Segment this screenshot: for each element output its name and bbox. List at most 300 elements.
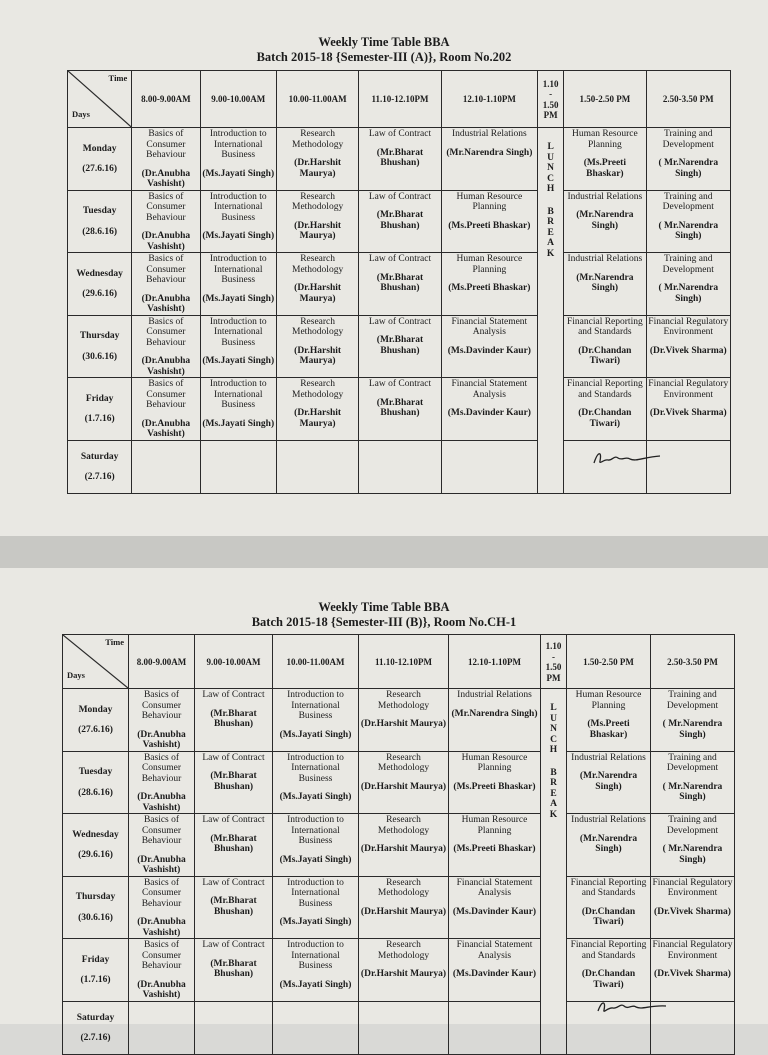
teacher-name: ( Mr.Narendra Singh) [658, 220, 719, 241]
teacher-name: ( Mr.Narendra Singh) [662, 781, 723, 802]
class-cell [195, 751, 273, 814]
lunch-break-letter: N [550, 724, 557, 734]
corner-header [63, 635, 129, 689]
class-cell [449, 751, 541, 814]
teacher-name: (Mr.Bharat Bhushan) [210, 896, 257, 917]
teacher-name: (Dr.Chandan Tiwari) [581, 906, 636, 927]
doc-title: Weekly Time Table BBA [318, 35, 450, 49]
batch-subtitle: Batch 2015-18 {Semester-III (B)}, Room No.CH-1 [251, 615, 517, 629]
teacher-name: (Ms.Jayati Singh) [202, 293, 275, 304]
course-name: Introduction to International Business [209, 379, 267, 410]
teacher-name: (Mr.Bharat Bhushan) [376, 397, 424, 418]
lunch-break-letter: L [547, 142, 554, 152]
teacher-name: ( Mr.Narendra Singh) [662, 719, 723, 740]
course-name: Training and Development [666, 815, 719, 836]
lunch-time-part: 1.50 [545, 662, 562, 672]
class-cell [449, 689, 541, 752]
class-cell [129, 1001, 195, 1054]
teacher-name: (Ms.Preeti Bhaskar) [448, 283, 531, 293]
teacher-name: (Mr.Narendra Singh) [579, 833, 638, 854]
course-name: Training and Development [662, 254, 714, 275]
day-name: Wednesday [72, 829, 119, 840]
course-name: Financial Statement Analysis [456, 877, 533, 898]
class-cell [449, 876, 541, 939]
class-cell [195, 939, 273, 1002]
class-cell [273, 814, 359, 877]
lunch-time-part: PM [546, 672, 561, 683]
teacher-name: (Ms.Jayati Singh) [279, 854, 352, 865]
course-name: Basics of Consumer Behaviour [146, 379, 186, 410]
day-date: (2.7.16) [84, 472, 115, 482]
course-name: Basics of Consumer Behaviour [141, 815, 182, 846]
class-cell [129, 876, 195, 939]
course-name: Basics of Consumer Behaviour [141, 877, 182, 909]
class-cell [359, 751, 449, 814]
time-label: Time [108, 73, 128, 83]
course-name: Research Methodology [292, 129, 344, 150]
lunch-break-letter: B [550, 767, 557, 778]
course-name: Law of Contract [368, 379, 432, 389]
teacher-name: (Ms.Jayati Singh) [279, 979, 352, 990]
teacher-name: (Dr.Vivek Sharma) [654, 906, 731, 917]
teacher-name: (Mr.Narendra Singh) [576, 210, 634, 231]
course-name: Introduction to International Business [287, 877, 344, 909]
lunch-break-letter: C [547, 173, 555, 184]
teacher-name: (Dr.Anubha Vashisht) [141, 293, 191, 314]
class-cell [646, 378, 730, 441]
day-cell [68, 190, 132, 253]
course-name: Financial Regulatory Environment [652, 877, 733, 898]
course-name: Introduction to International Business [287, 815, 344, 846]
class-cell [567, 689, 651, 752]
lunch-break-letter: H [549, 745, 558, 755]
teacher-name: (Dr.Anubha Vashisht) [137, 729, 186, 750]
day-cell [63, 814, 129, 877]
class-cell [449, 814, 541, 877]
lunch-break-letter: U [547, 152, 555, 163]
class-cell [359, 1001, 449, 1054]
class-cell [200, 253, 276, 316]
teacher-name: (Dr.Chandan Tiwari) [578, 345, 632, 366]
day-name: Monday [78, 704, 113, 715]
course-name: Law of Contract [202, 752, 265, 763]
doc-title: Weekly Time Table BBA [318, 600, 450, 614]
course-name: Introduction to International Business [209, 129, 267, 160]
course-name: Law of Contract [368, 129, 432, 139]
teacher-name: (Mr.Bharat Bhushan) [210, 708, 257, 729]
teacher-name: (Dr.Chandan Tiwari) [578, 408, 632, 429]
class-cell [567, 751, 651, 814]
course-name: Training and Development [662, 191, 714, 212]
day-name: Thursday [79, 331, 120, 342]
slot-header: 10.00-11.00AM [273, 635, 359, 689]
course-name: Research Methodology [292, 191, 344, 212]
day-date: (30.6.16) [82, 351, 118, 362]
day-date: (1.7.16) [84, 414, 115, 425]
class-cell [276, 128, 358, 191]
teacher-name: (Mr.Narendra Singh) [446, 147, 533, 158]
course-name: Law of Contract [202, 690, 265, 700]
class-cell [449, 939, 541, 1002]
lunch-time-part: - [549, 89, 553, 99]
course-name: Industrial Relations [571, 752, 646, 763]
class-cell [359, 378, 441, 441]
lunch-break-letter: A [547, 238, 555, 248]
course-name: Introduction to International Business [209, 191, 267, 223]
day-cell [63, 876, 129, 939]
teacher-name: (Dr.Vivek Sharma) [649, 408, 727, 418]
class-cell [651, 939, 735, 1002]
teacher-name: (Mr.Narendra Singh) [451, 708, 538, 719]
course-name: Basics of Consumer Behaviour [146, 254, 186, 285]
class-cell [564, 190, 646, 253]
class-cell [132, 253, 200, 316]
course-name: Training and Development [666, 752, 719, 773]
day-cell [63, 689, 129, 752]
class-cell [567, 939, 651, 1002]
class-cell [132, 315, 200, 378]
class-cell [273, 751, 359, 814]
day-name: Friday [81, 954, 110, 965]
teacher-name: (Mr.Bharat Bhushan) [376, 147, 424, 168]
course-name: Financial Regulatory Environment [648, 316, 729, 337]
teacher-name: (Ms.Jayati Singh) [202, 418, 275, 429]
lunch-time-part: 1.10 [542, 78, 559, 89]
class-cell [273, 876, 359, 939]
lunch-break-letter: L [550, 703, 557, 713]
slot-header: 1.50-2.50 PM [567, 635, 651, 689]
day-name: Saturday [80, 451, 119, 462]
lunch-break-letter [542, 756, 565, 768]
slot-header: 10.00-11.00AM [276, 71, 358, 128]
class-cell [651, 751, 735, 814]
teacher-name: (Mr.Bharat Bhushan) [210, 958, 257, 979]
day-date: (27.6.16) [78, 725, 113, 736]
course-name: Law of Contract [202, 815, 265, 825]
day-cell [68, 253, 132, 316]
teacher-name: (Ms.Preeti Bhaskar) [453, 781, 536, 792]
class-cell [359, 689, 449, 752]
teacher-name: (Dr.Anubha Vashisht) [141, 231, 191, 252]
days-label: Days [67, 669, 85, 680]
teacher-name: (Dr.Harshit Maurya) [360, 781, 447, 792]
teacher-name: (Dr.Harshit Maurya) [294, 283, 342, 304]
class-cell [567, 876, 651, 939]
teacher-name: (Ms.Jayati Singh) [202, 168, 275, 179]
teacher-name: (Ms.Jayati Singh) [202, 356, 275, 366]
class-cell [195, 814, 273, 877]
teacher-name: (Dr.Anubha Vashisht) [137, 792, 186, 813]
lunch-break-letter: E [550, 788, 557, 799]
teacher-name: (Dr.Anubha Vashisht) [141, 418, 191, 439]
course-name: Introduction to International Business [287, 752, 344, 784]
teacher-name: (Dr.Harshit Maurya) [294, 408, 342, 429]
teacher-name: (Mr.Narendra Singh) [579, 771, 638, 792]
day-date: (28.6.16) [82, 226, 118, 237]
class-cell [129, 689, 195, 752]
teacher-name: (Dr.Harshit Maurya) [294, 158, 342, 179]
lunch-time-header [541, 635, 567, 689]
class-cell [200, 190, 276, 253]
teacher-name: (Ms.Davinder Kaur) [452, 969, 537, 979]
day-name: Tuesday [82, 206, 117, 217]
course-name: Training and Development [662, 129, 714, 150]
teacher-name: (Mr.Bharat Bhushan) [210, 833, 257, 854]
teacher-name: (Mr.Bharat Bhushan) [210, 771, 257, 792]
class-cell [564, 378, 646, 441]
teacher-name: (Ms.Preeti Bhaskar) [583, 158, 626, 179]
course-name: Basics of Consumer Behaviour [141, 940, 182, 971]
class-cell [441, 253, 537, 316]
teacher-name: (Dr.Vivek Sharma) [649, 345, 727, 356]
course-name: Basics of Consumer Behaviour [141, 690, 182, 721]
course-name: Research Methodology [377, 815, 430, 836]
lunch-time-part: 1.50 [542, 99, 559, 110]
slot-header: 12.10-1.10PM [449, 635, 541, 689]
day-cell [63, 939, 129, 1002]
class-cell [359, 128, 441, 191]
slot-header: 12.10-1.10PM [441, 71, 537, 128]
teacher-name: (Ms.Preeti Bhaskar) [448, 220, 531, 231]
lunch-break-column [538, 128, 564, 494]
class-cell [441, 128, 537, 191]
course-name: Research Methodology [377, 940, 430, 961]
course-name: Introduction to International Business [209, 254, 267, 285]
day-date: (27.6.16) [82, 164, 118, 175]
course-name: Financial Reporting and Standards [566, 316, 643, 337]
day-name: Monday [82, 143, 117, 154]
teacher-name: (Dr.Harshit Maurya) [360, 906, 447, 917]
class-cell [276, 253, 358, 316]
course-name: Human Resource Planning [575, 690, 642, 711]
course-name: Financial Regulatory Environment [648, 379, 729, 400]
teacher-name: (Dr.Harshit Maurya) [360, 969, 447, 979]
class-cell [200, 128, 276, 191]
slot-header: 2.50-3.50 PM [646, 71, 730, 128]
teacher-name: (Ms.Preeti Bhaskar) [587, 719, 630, 740]
day-name: Tuesday [78, 767, 113, 778]
class-cell [132, 190, 200, 253]
lunch-break-letter: E [547, 227, 554, 238]
teacher-name: (Dr.Chandan Tiwari) [581, 969, 636, 990]
slot-header: 8.00-9.00AM [132, 71, 200, 128]
class-cell [359, 939, 449, 1002]
class-cell [359, 190, 441, 253]
teacher-name: (Ms.Jayati Singh) [202, 231, 275, 241]
day-date: (28.6.16) [78, 787, 113, 798]
class-cell [564, 253, 646, 316]
day-cell [68, 128, 132, 191]
class-cell [359, 876, 449, 939]
teacher-name: (Ms.Jayati Singh) [279, 792, 352, 802]
class-cell [200, 315, 276, 378]
day-date: (29.6.16) [78, 850, 113, 861]
class-cell [276, 378, 358, 441]
lunch-break-letter: H [546, 184, 555, 194]
course-name: Financial Statement Analysis [451, 316, 528, 337]
course-name: Human Resource Planning [456, 254, 523, 275]
class-cell [273, 689, 359, 752]
course-name: Introduction to International Business [287, 690, 344, 721]
class-cell [359, 253, 441, 316]
course-name: Industrial Relations [457, 690, 532, 700]
class-cell [646, 315, 730, 378]
course-name: Human Resource Planning [461, 815, 528, 836]
day-cell [63, 751, 129, 814]
class-cell [567, 814, 651, 877]
course-name: Human Resource Planning [461, 752, 528, 773]
course-name: Research Methodology [377, 690, 430, 711]
class-cell [449, 1001, 541, 1054]
day-name: Saturday [76, 1012, 115, 1023]
class-cell [359, 315, 441, 378]
class-cell [132, 128, 200, 191]
class-cell [276, 190, 358, 253]
class-cell [359, 440, 441, 493]
lunch-break-letter: C [550, 734, 557, 745]
course-name: Research Methodology [292, 254, 344, 275]
course-name: Financial Reporting and Standards [566, 379, 643, 400]
course-name: Financial Statement Analysis [456, 940, 533, 961]
course-name: Law of Contract [368, 254, 432, 264]
lunch-break-letter: R [550, 778, 557, 788]
teacher-name: (Mr.Bharat Bhushan) [376, 272, 424, 293]
course-name: Law of Contract [368, 191, 432, 202]
teacher-name: (Ms.Davinder Kaur) [452, 906, 537, 917]
course-name: Industrial Relations [571, 815, 646, 825]
course-name: Financial Reporting and Standards [570, 877, 647, 898]
day-name: Friday [85, 393, 114, 404]
course-name: Basics of Consumer Behaviour [141, 752, 182, 784]
teacher-name: (Dr.Anubha Vashisht) [141, 168, 191, 189]
day-cell [68, 378, 132, 441]
lunch-break-letter: K [546, 248, 555, 259]
days-label: Days [72, 108, 90, 119]
course-name: Basics of Consumer Behaviour [146, 316, 186, 348]
lunch-break-letter: B [547, 206, 554, 217]
teacher-name: (Dr.Anubha Vashisht) [137, 917, 186, 938]
teacher-name: ( Mr.Narendra Singh) [658, 283, 719, 304]
course-name: Financial Reporting and Standards [570, 940, 647, 961]
slot-header: 8.00-9.00AM [129, 635, 195, 689]
course-name: Financial Regulatory Environment [652, 940, 733, 961]
class-cell [195, 876, 273, 939]
teacher-name: (Ms.Jayati Singh) [279, 917, 352, 927]
lunch-time-part: 1.10 [545, 641, 562, 651]
corner-header [68, 71, 132, 128]
day-cell [68, 315, 132, 378]
course-name: Introduction to International Business [287, 940, 344, 971]
class-cell [441, 315, 537, 378]
class-cell [564, 315, 646, 378]
signature [592, 996, 672, 1018]
class-cell [646, 190, 730, 253]
teacher-name: (Dr.Anubha Vashisht) [137, 854, 186, 875]
class-cell [359, 814, 449, 877]
batch-subtitle: Batch 2015-18 {Semester-III (A)}, Room No.202 [256, 50, 512, 64]
slot-header: 9.00-10.00AM [195, 635, 273, 689]
class-cell [441, 440, 537, 493]
day-date: (2.7.16) [80, 1033, 111, 1043]
slot-header: 11.10-12.10PM [359, 635, 449, 689]
course-name: Industrial Relations [567, 191, 643, 202]
teacher-name: (Dr.Harshit Maurya) [294, 220, 342, 241]
course-name: Training and Development [666, 690, 719, 711]
teacher-name: (Ms.Davinder Kaur) [447, 345, 531, 356]
teacher-name: (Dr.Harshit Maurya) [360, 844, 447, 854]
lunch-break-letter [539, 195, 562, 207]
slot-header: 2.50-3.50 PM [651, 635, 735, 689]
class-cell [129, 814, 195, 877]
timetable-grid [67, 70, 731, 494]
class-cell [276, 440, 358, 493]
class-cell [200, 440, 276, 493]
class-cell [132, 378, 200, 441]
course-name: Law of Contract [202, 940, 265, 950]
timetable-grid [62, 634, 735, 1055]
course-name: Human Resource Planning [456, 191, 523, 212]
lunch-break-letter: K [549, 809, 558, 820]
slot-header: 11.10-12.10PM [359, 71, 441, 128]
class-cell [273, 939, 359, 1002]
class-cell [646, 128, 730, 191]
teacher-name: (Mr.Narendra Singh) [576, 272, 634, 293]
time-label: Time [105, 637, 124, 647]
course-name: Industrial Relations [452, 129, 527, 139]
class-cell [132, 440, 200, 493]
day-cell [63, 1001, 129, 1054]
teacher-name: (Dr.Anubha Vashisht) [141, 356, 191, 377]
class-cell [200, 378, 276, 441]
class-cell [276, 315, 358, 378]
class-cell [129, 751, 195, 814]
class-cell [441, 378, 537, 441]
course-name: Law of Contract [368, 316, 432, 327]
teacher-name: (Mr.Bharat Bhushan) [376, 335, 424, 356]
lunch-break-letter: U [550, 713, 557, 724]
teacher-name: (Dr.Harshit Maurya) [360, 719, 447, 729]
teacher-name: (Ms.Preeti Bhaskar) [453, 844, 536, 854]
teacher-name: ( Mr.Narendra Singh) [662, 844, 723, 865]
class-cell [651, 689, 735, 752]
lunch-break-letter: N [547, 163, 555, 173]
course-name: Law of Contract [202, 877, 265, 888]
class-cell [195, 1001, 273, 1054]
course-name: Research Methodology [292, 316, 344, 337]
course-name: Financial Statement Analysis [451, 379, 528, 400]
day-name: Thursday [75, 892, 116, 903]
class-cell [646, 253, 730, 316]
lunch-break-letter: R [547, 217, 555, 227]
slot-header: 1.50-2.50 PM [564, 71, 646, 128]
timetable-sheet-b [0, 568, 768, 1043]
course-name: Research Methodology [377, 877, 430, 898]
course-name: Basics of Consumer Behaviour [146, 191, 186, 223]
class-cell [564, 128, 646, 191]
teacher-name: (Mr.Bharat Bhushan) [376, 210, 424, 231]
lunch-time-header [538, 71, 564, 128]
teacher-name: (Dr.Vivek Sharma) [654, 969, 731, 979]
class-cell [441, 190, 537, 253]
class-cell [273, 1001, 359, 1054]
lunch-time-part: - [552, 651, 555, 662]
slot-header: 9.00-10.00AM [200, 71, 276, 128]
course-name: Research Methodology [377, 752, 430, 773]
teacher-name: (Dr.Harshit Maurya) [294, 345, 342, 366]
course-name: Basics of Consumer Behaviour [146, 129, 186, 160]
day-name: Wednesday [76, 268, 123, 279]
class-cell [129, 939, 195, 1002]
